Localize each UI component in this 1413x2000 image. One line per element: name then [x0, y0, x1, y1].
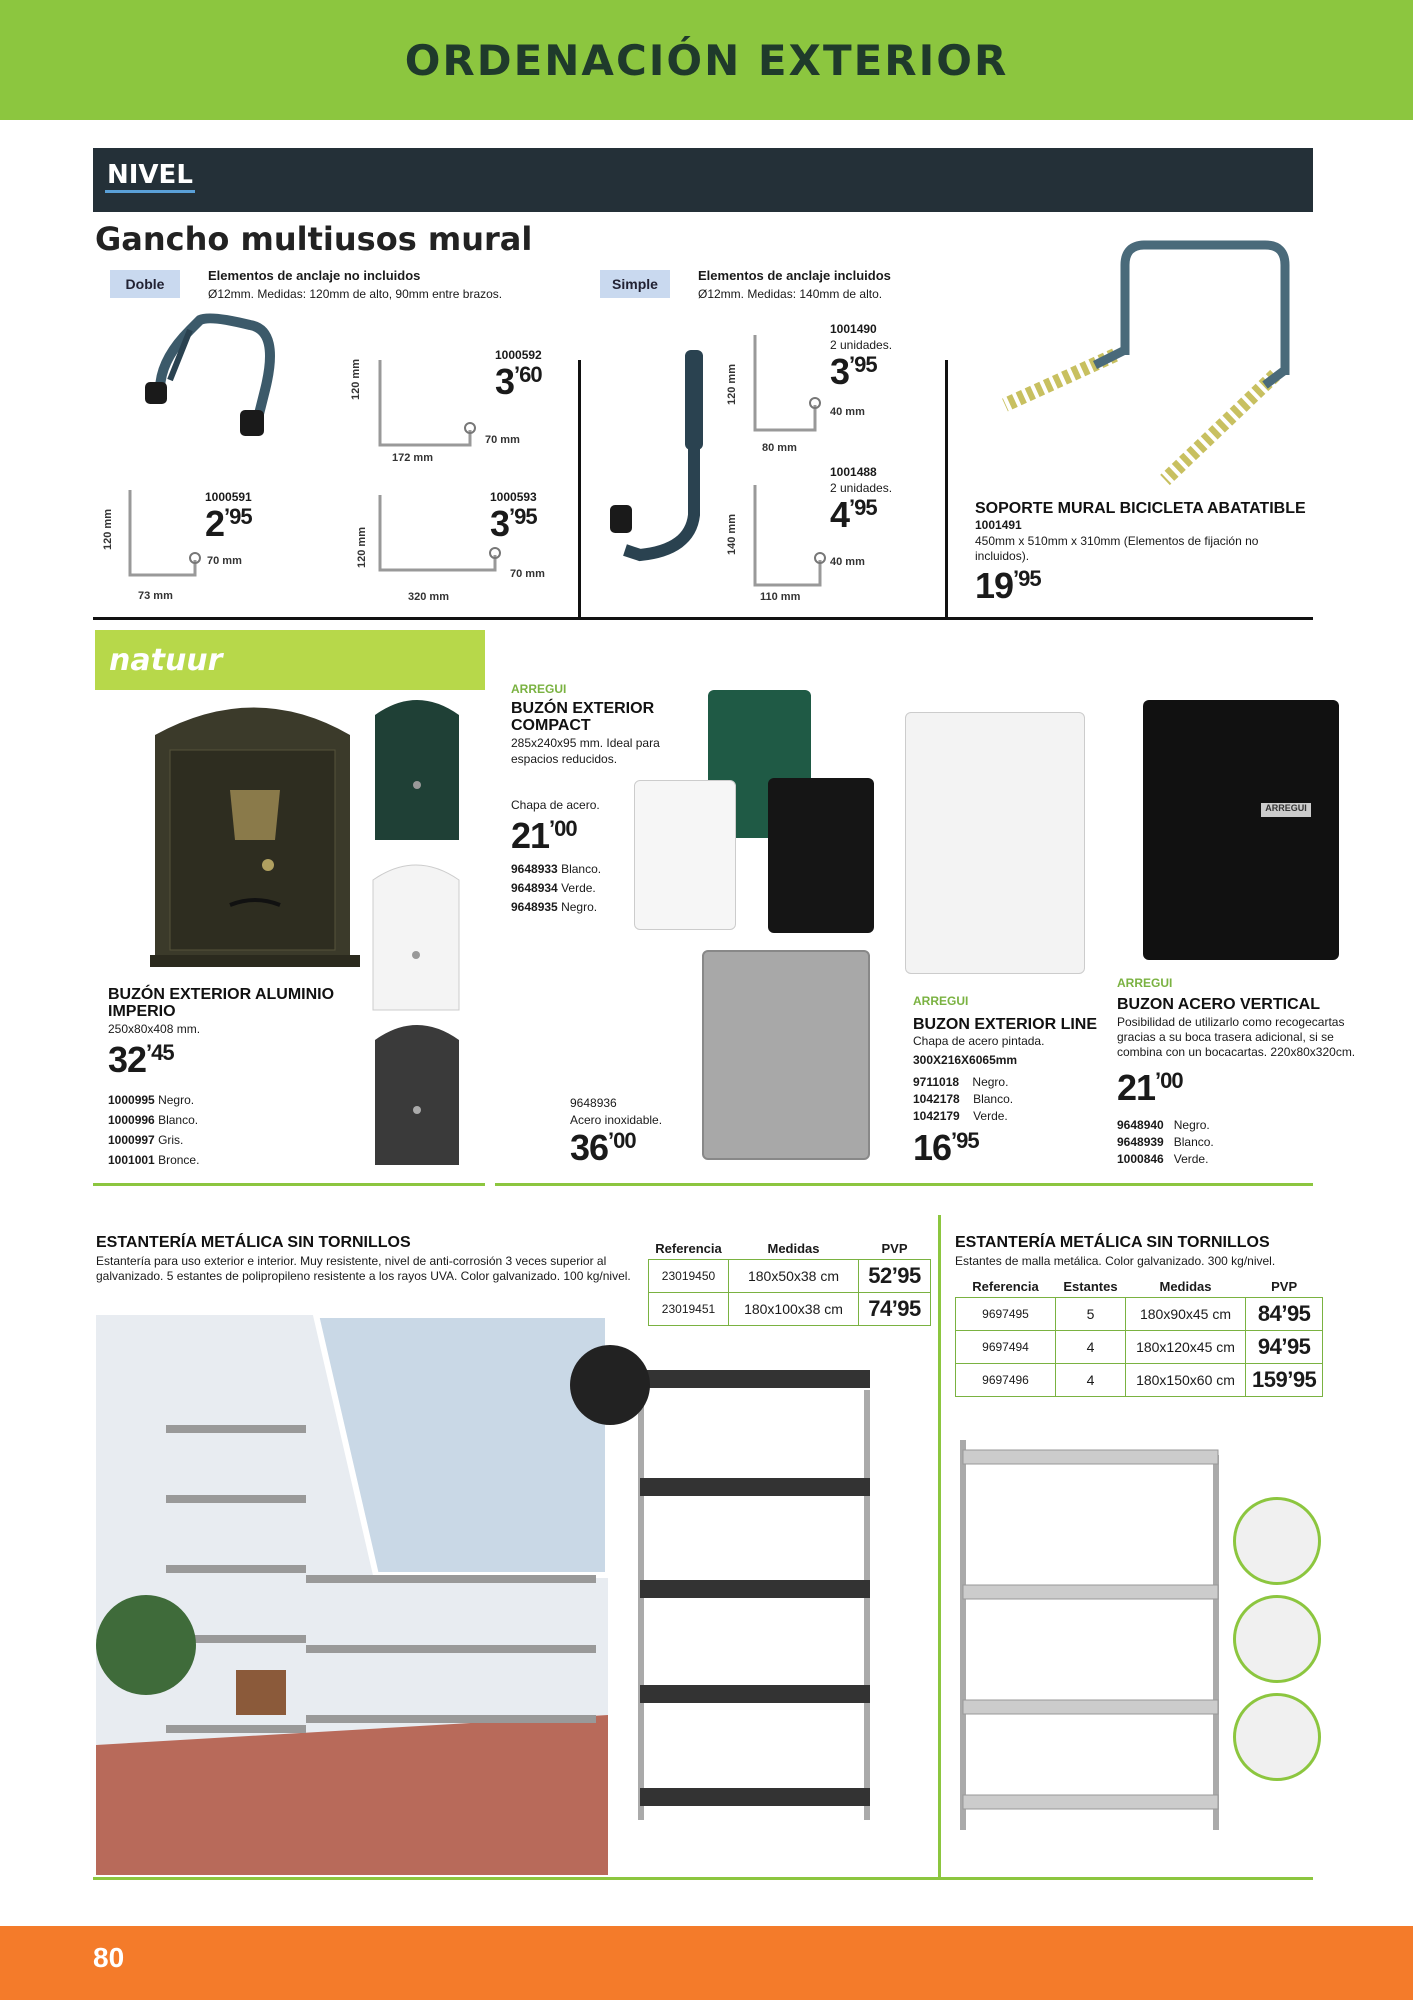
shelf2-title: ESTANTERÍA METÁLICA SIN TORNILLOS [955, 1234, 1270, 1251]
compact-desc1: 285x240x95 mm. Ideal para [511, 736, 660, 750]
bracket-detail-circle [1233, 1595, 1321, 1683]
mailbox-compact-black-image [768, 778, 874, 933]
hook-diagram-1000591 [105, 480, 205, 590]
arregui-plate: ARREGUI [1261, 803, 1311, 817]
vertical-desc: Posibilidad de utilizarlo como recogecartas gracias a su boca trasera adicional, si se combina con un bocacartas. 220x80x320cm. [1117, 1015, 1356, 1059]
post-detail-circle [1233, 1693, 1321, 1781]
ref-1001490: 1001490 [830, 322, 877, 336]
imperio-size: 250x80x408 mm. [108, 1022, 201, 1036]
page-number: 80 [93, 1942, 125, 1973]
section-title: Gancho multiusos mural [95, 220, 533, 258]
page-header [0, 0, 1413, 120]
compact-material: Chapa de acero. [511, 798, 600, 812]
units-1001490: 2 unidades. [830, 338, 893, 352]
doble-line2: Ø12mm. Medidas: 120mm de alto, 90mm entre brazos. [208, 287, 503, 301]
line-title: BUZON EXTERIOR LINE [913, 1016, 1098, 1033]
table-row: 9697494 4 180x120x45 cm 94’95 [956, 1331, 1323, 1364]
mailbox-line-image [905, 712, 1085, 974]
shelf1-room-photo [96, 1315, 608, 1875]
tag-simple: Simple [600, 270, 670, 298]
mailbox-imperio-grey-image [372, 1015, 462, 1170]
table-row: 23019450 180x50x38 cm 52’95 [649, 1260, 931, 1293]
mailbox-compact-white-image [634, 780, 736, 930]
vertical-ref-row: 9648940 Negro. [1117, 1118, 1210, 1132]
green-rule [93, 1877, 1313, 1880]
green-vrule [938, 1215, 941, 1880]
inox-material: Acero inoxidable. [570, 1113, 663, 1127]
compact-ref-row: 9648934 Verde. [511, 881, 596, 895]
hook-diagram-1000592 [350, 350, 490, 460]
line-ref-row: 1042179 Verde. [913, 1109, 1008, 1123]
table-header: Referencia Estantes Medidas PVP [972, 1279, 1298, 1294]
shelf2-table [955, 1276, 1323, 1397]
vertical-refs [1117, 1117, 1214, 1168]
line-material: Chapa de acero pintada. [913, 1034, 1045, 1048]
mailbox-imperio-green-image [372, 690, 462, 850]
dim-d-1001488: 40 mm [830, 556, 865, 568]
imperio-price: $32^{’45}$ [108, 1039, 174, 1080]
inox-price: $36^{’00}$ [570, 1127, 636, 1168]
line-size: 300X216X6065mm [913, 1053, 1018, 1067]
shelf1-product-image [630, 1360, 880, 1830]
dim-w-1001488: 110 mm [760, 591, 801, 603]
dim-d-1000591: 70 mm [207, 555, 242, 567]
inox-ref: 9648936 [570, 1096, 617, 1110]
single-hook-image [600, 345, 730, 585]
brand-bar [93, 148, 1313, 212]
divider [945, 360, 948, 618]
bike-price: $19^{’95}$ [975, 565, 1041, 606]
dim-h-1001490: 120 mm [726, 364, 738, 405]
bike-title: SOPORTE MURAL BICICLETA ABATATIBLE [975, 500, 1306, 517]
bike-desc: 450mm x 510mm x 310mm (Elementos de fijación no incluidos). [975, 534, 1259, 563]
vertical-price: $21^{’00}$ [1117, 1067, 1183, 1108]
section-divider [93, 617, 1313, 620]
mailbox-imperio-white-image [370, 855, 462, 1020]
shelf2-desc: Estantes de malla metálica. Color galvanizado. 300 kg/nivel. [955, 1254, 1276, 1268]
line-ref-row: 9711018 Negro. [913, 1075, 1009, 1089]
nivel-logo: NIVEL [105, 160, 195, 193]
green-rule [495, 1183, 1313, 1186]
shelf1-title: ESTANTERÍA METÁLICA SIN TORNILLOS [96, 1234, 411, 1251]
compact-brand: ARREGUI [511, 682, 567, 696]
vertical-ref-row: 1000846 Verde. [1117, 1152, 1209, 1166]
imperio-ref-row: 1000997 Gris. [108, 1133, 184, 1147]
imperio-ref-row: 1001001 Bronce. [108, 1153, 200, 1167]
simple-line1: Elementos de anclaje incluidos [698, 268, 891, 283]
shelf1-table [648, 1238, 931, 1326]
page-title: ORDENACIÓN EXTERIOR [404, 35, 1009, 85]
line-ref-row: 1042178 Blanco. [913, 1092, 1014, 1106]
compact-refs [511, 860, 601, 917]
price-1000591: $2^{’95}$ [205, 503, 252, 544]
dim-d-1001490: 40 mm [830, 406, 865, 418]
price-1000592: $3^{’60}$ [495, 361, 542, 402]
price-1000593: $3^{’95}$ [490, 503, 537, 544]
imperio-title2: IMPERIO [108, 1003, 176, 1020]
units-1001488: 2 unidades. [830, 481, 893, 495]
dim-w-1000593: 320 mm [408, 591, 449, 603]
hook-diagram-1001490 [740, 330, 835, 440]
shelf2-product-image [955, 1435, 1225, 1835]
compact-title1: BUZÓN EXTERIOR [511, 700, 655, 717]
line-brand: ARREGUI [913, 994, 969, 1008]
compact-price: $21^{’00}$ [511, 815, 577, 856]
ref-1000591: 1000591 [205, 490, 252, 504]
compact-ref-row: 9648935 Negro. [511, 900, 598, 914]
mailbox-vertical-image [1143, 700, 1339, 960]
grid-detail-image [565, 1340, 655, 1430]
bike-holder-image [965, 235, 1305, 490]
hook-diagram-1000593 [360, 490, 510, 590]
dim-h-1000592: 120 mm [350, 359, 362, 400]
imperio-title1: BUZÓN EXTERIOR ALUMINIO [108, 986, 335, 1003]
table-row: 9697496 4 180x150x60 cm 159’95 [956, 1364, 1323, 1397]
table-header: Referencia Medidas PVP [655, 1241, 908, 1256]
line-price: $16^{’95}$ [913, 1127, 979, 1168]
table-row: 23019451 180x100x38 cm 74’95 [649, 1293, 931, 1326]
imperio-ref-row: 1000996 Blanco. [108, 1113, 199, 1127]
mailbox-compact-inox-image [702, 950, 870, 1160]
dim-h-1001488: 140 mm [726, 514, 738, 555]
divider [578, 360, 581, 618]
compact-title2: COMPACT [511, 717, 591, 734]
hook-diagram-1001488 [740, 480, 835, 595]
dim-d-1000593: 70 mm [510, 568, 545, 580]
simple-line2: Ø12mm. Medidas: 140mm de alto. [698, 287, 883, 301]
dim-w-1000592: 172 mm [392, 452, 433, 464]
line-refs [913, 1074, 1013, 1125]
dim-d-1000592: 70 mm [485, 434, 520, 446]
bike-ref: 1001491 [975, 518, 1022, 532]
natuur-banner [95, 630, 485, 690]
vertical-brand: ARREGUI [1117, 976, 1173, 990]
dim-w-1001490: 80 mm [762, 442, 797, 454]
compact-desc2: espacios reducidos. [511, 752, 618, 766]
price-1001490: $3^{’95}$ [830, 351, 877, 392]
page-footer [0, 1926, 1413, 2000]
imperio-ref-row: 1000995 Negro. [108, 1093, 195, 1107]
ref-1000593: 1000593 [490, 490, 537, 504]
ref-1001488: 1001488 [830, 465, 877, 479]
dim-h-1000591: 120 mm [102, 509, 114, 550]
double-hook-image [130, 310, 300, 450]
tag-doble: Doble [110, 270, 180, 298]
price-1001488: $4^{’95}$ [830, 494, 877, 535]
doble-line1: Elementos de anclaje no incluidos [208, 268, 421, 283]
shelf1-desc: Estantería para uso exterior e interior. Muy resistente, nivel de anti-corrosión 3 veces superior al galvanizado. 5 estantes de polipropileno resistente a los rayos UVA. Color galvanizado. 100 kg/nivel. [96, 1254, 631, 1283]
dim-h-1000593: 120 mm [356, 527, 368, 568]
table-row: 9697495 5 180x90x45 cm 84’95 [956, 1298, 1323, 1331]
ref-1000592: 1000592 [495, 348, 542, 362]
vertical-title: BUZON ACERO VERTICAL [1117, 996, 1320, 1013]
mailbox-imperio-image [150, 690, 360, 975]
mesh-detail-circle [1233, 1497, 1321, 1585]
green-rule [93, 1183, 485, 1186]
dim-w-1000591: 73 mm [138, 590, 173, 602]
imperio-refs [108, 1090, 199, 1170]
compact-ref-row: 9648933 Blanco. [511, 862, 602, 876]
vertical-ref-row: 9648939 Blanco. [1117, 1135, 1214, 1149]
natuur-logo: natuur [109, 642, 223, 678]
